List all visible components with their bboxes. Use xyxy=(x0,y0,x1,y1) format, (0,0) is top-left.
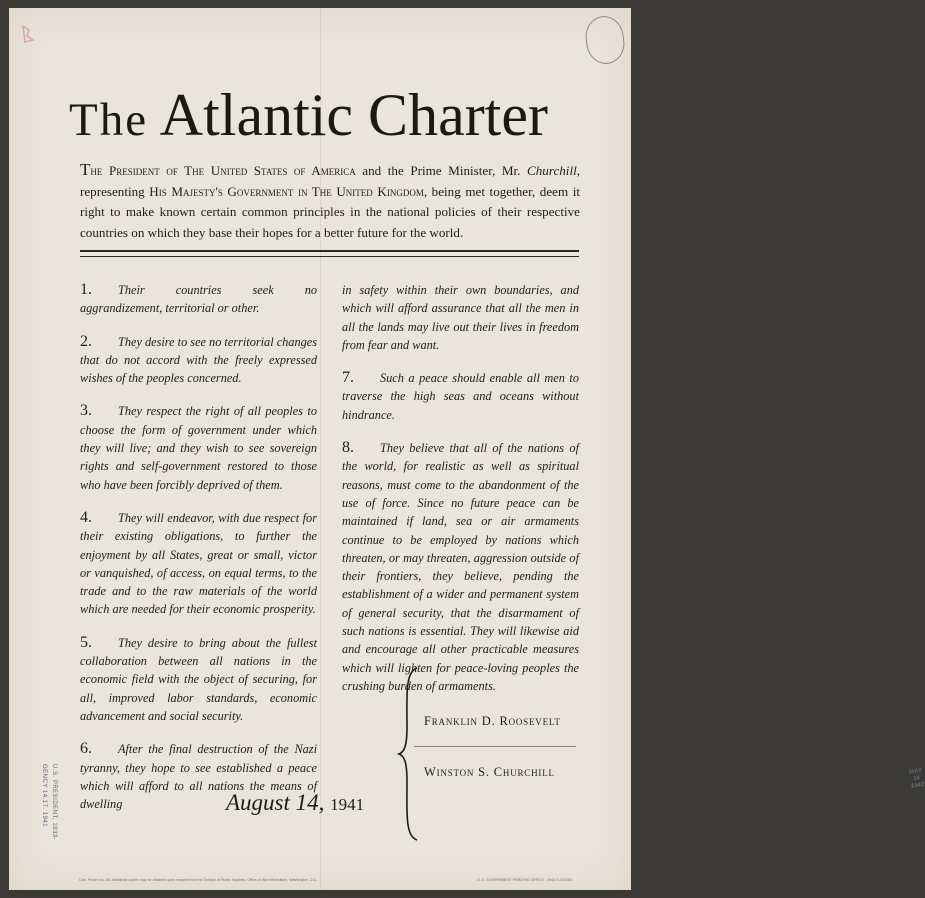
article-number: 6. xyxy=(80,740,92,758)
date-month-day: August 14, xyxy=(226,790,325,815)
article-number: 3. xyxy=(80,402,92,420)
article-text: They desire to see no territorial changes that do not accord with the freely expressed wishes of the peoples concerned. xyxy=(80,334,317,386)
article-text: They respect the right of all peoples to choose the form of government under which they will live; and they wish to see sovereign rights and self-government restored to those who have been forcibly deprived of them. xyxy=(80,404,317,492)
page-title xyxy=(69,80,579,150)
footer-printer: U. S. GOVERNMENT PRINTING OFFICE : 1942-O-511354 xyxy=(477,878,572,882)
date-year: 1941 xyxy=(330,795,365,814)
side-stamp-line1: U.S. PRESIDENT, 1933- xyxy=(51,764,57,841)
article-2 xyxy=(80,333,317,388)
article-text: They believe that all of the nations of the world, for realistic as well as spiritual reasons, must come to the abandonment of the use of force. Since no future peace can be maintained if land, sea or air armaments continue to be employed by nations which threaten, or may threaten, aggression outside of their frontiers, they believe, pending the establishment of a wider and permanent system of general security, that the disarmament of such nations is essential. They will likewise aid and encourage all other practicable measures which will lighten for peace-loving peoples the crushing burden of armaments. xyxy=(342,441,579,693)
article-4 xyxy=(80,509,317,619)
article-6-continued xyxy=(342,281,579,354)
article-text: Such a peace should enable all men to traverse the high seas and oceans without hindrance. xyxy=(342,371,579,422)
divider-thin xyxy=(80,256,579,257)
intro-paragraph xyxy=(80,160,580,243)
article-text: After the final destruction of the Nazi tyranny, they hope to see established a peace which will afford to all nations the means of dwelling xyxy=(80,742,317,812)
article-number: 2. xyxy=(80,332,92,350)
divider-thick xyxy=(80,250,579,252)
intro-text-3: and the Prime Minister, Mr. xyxy=(355,163,528,178)
article-5 xyxy=(80,634,317,725)
side-stamp xyxy=(33,764,63,874)
library-stamp xyxy=(583,14,925,790)
article-number: 5. xyxy=(80,633,92,651)
signature-churchill: Winston S. Churchill xyxy=(424,765,555,779)
article-number: 4. xyxy=(80,508,92,526)
title-the: The xyxy=(69,94,149,146)
signature-divider xyxy=(414,746,576,747)
article-8 xyxy=(342,439,579,695)
article-text: Their countries seek no aggrandizement, territorial or other. xyxy=(80,283,317,316)
intro-text-2: The United States of America xyxy=(184,163,356,178)
intro-text-1: he President of xyxy=(90,163,185,178)
article-text: They desire to bring about the fullest collaboration between all nations in the economic field with the object of securing, for all, improved labor standards, economic advancement and social security. xyxy=(80,635,317,723)
title-main: Atlantic Charter xyxy=(159,82,548,148)
article-7 xyxy=(342,369,579,424)
pink-mark xyxy=(19,22,39,46)
intro-text-7: being met together, deem it right to make known certain common principles in the national policies of their respective countries on which they base their hopes for a better future for the world. xyxy=(80,183,580,240)
signature-roosevelt: Franklin D. Roosevelt xyxy=(424,714,561,728)
poster xyxy=(9,8,925,890)
right-column xyxy=(342,281,579,710)
intro-text-6: His Majesty's Government in The United Kingdom, xyxy=(149,183,428,199)
article-number: 7. xyxy=(342,369,354,387)
intro-text-4: Churchill, xyxy=(527,163,580,178)
article-1 xyxy=(80,281,317,318)
intro-initial: T xyxy=(80,160,91,179)
article-number: 1. xyxy=(80,281,92,298)
signature-brace xyxy=(397,666,421,842)
charter-date xyxy=(226,790,364,816)
left-column xyxy=(80,281,317,828)
stamp-date: MAY 14 1942 xyxy=(908,768,925,790)
intro-text-5: representing xyxy=(80,183,150,199)
side-stamp-line2: GENCY 14.17. 1941 xyxy=(41,764,47,828)
article-text: in safety within their own boundaries, and which will afford assurance that all the men in all the lands may live out their lives in freedom from fear and want. xyxy=(342,283,579,352)
article-number: 8. xyxy=(342,439,354,457)
article-text: They will endeavor, with due respect for their existing obligations, to further the enjoyment by all States, great or small, victor or vanquished, of access, on equal terms, to the trade and to the raw materials of the world which are needed for their economic prosperity. xyxy=(80,510,317,617)
article-3 xyxy=(80,402,317,493)
footer-credit: Civil. Poster No. 50. Additional copies may be obtained upon request from the Division of Public Inquiries, Office of War Information, Washington, D.C. xyxy=(79,878,318,882)
